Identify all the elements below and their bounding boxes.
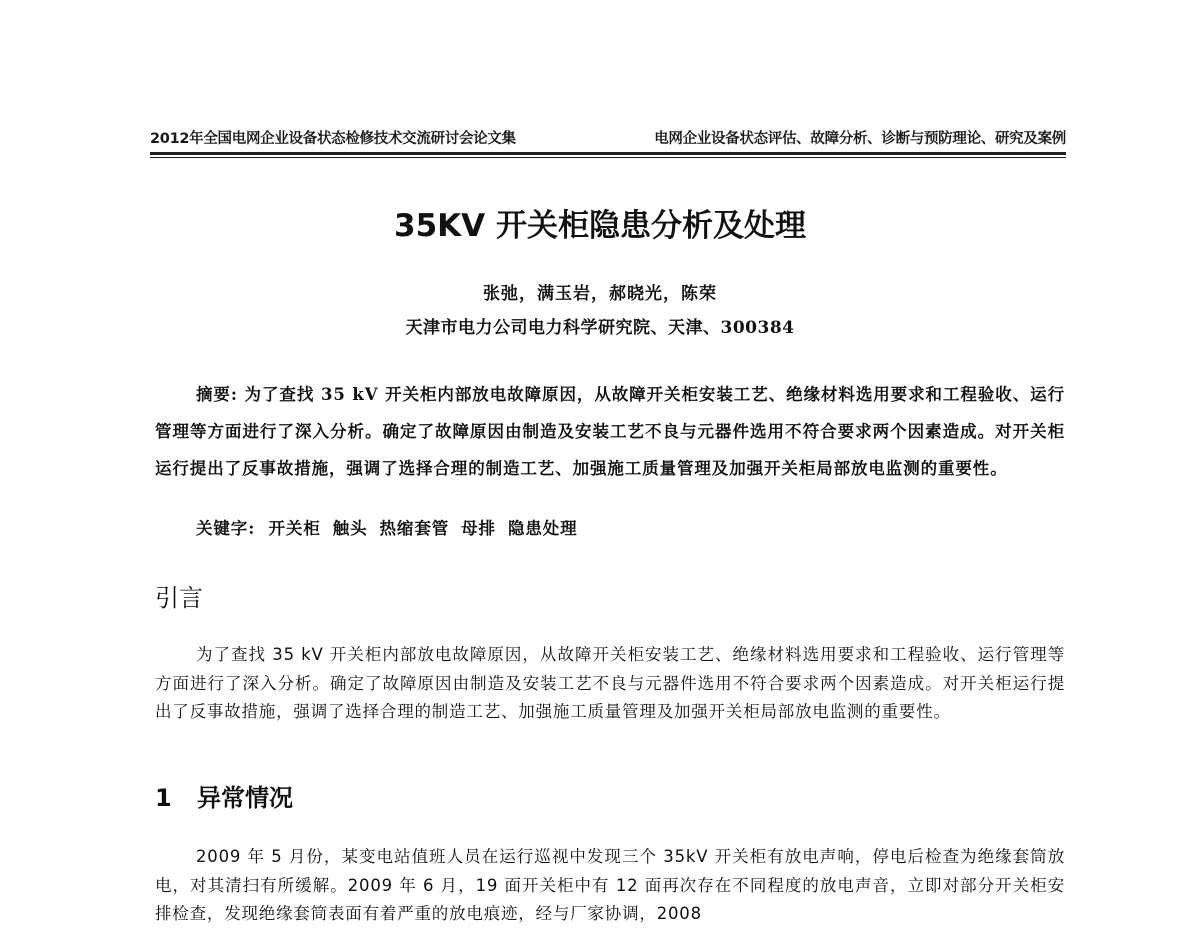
author-list: 张弛，满玉岩，郝晓光，陈荣 — [483, 284, 717, 304]
keyword: 热缩套管 — [379, 519, 450, 538]
keyword: 触头 — [332, 519, 368, 538]
abstract-text: 为了查找 35 kV 开关柜内部放电故障原因，从故障开关柜安装工艺、绝缘材料选用要求和工程验收、运行管理等方面进行了深入分析。确定了故障原因由制造及安装工艺不良与元器件选用不符合要求两个因素造成。对开关柜运行提出了反事故措施，强调了选择合理的制造工艺、加强施工质量管理及加强开关柜局部放电监测的重要性。 — [155, 385, 1065, 478]
section-heading-intro: 引言 — [155, 584, 203, 612]
running-header — [150, 127, 1066, 148]
abstract-label: 摘要: — [196, 385, 238, 404]
section-title: 异常情况 — [197, 784, 293, 812]
intro-paragraph: 为了查找 35 kV 开关柜内部放电故障原因，从故障开关柜安装工艺、绝缘材料选用要求和工程验收、运行管理等方面进行了深入分析。确定了故障原因由制造及安装工艺不良与元器件选用不符合要求两个因素造成。对开关柜运行提出了反事故措施，强调了选择合理的制造工艺、加强施工质量管理及加强开关柜局部放电监测的重要性。 — [155, 645, 1065, 721]
affiliation: 天津市电力公司电力科学研究院、天津、300384 — [405, 318, 795, 338]
section-1-paragraph: 2009 年 5 月份，某变电站值班人员在运行巡视中发现三个 35kV 开关柜有放电声响，停电后检查为绝缘套筒放电，对其清扫有所缓解。2009 年 6 月，19 面开关柜中有 12 面再次存在不同程度的放电声音，立即对部分开关柜安排检查，发现绝缘套筒表面有着严重的放电痕迹，经与厂家协调，2008 — [155, 847, 1065, 923]
header-rule — [150, 152, 1066, 158]
section-number: 1 — [155, 784, 172, 812]
paper-title: 35KV 开关柜隐患分析及处理 — [394, 208, 806, 244]
keywords — [196, 514, 1066, 544]
section-heading-1 — [155, 778, 293, 813]
keyword: 开关柜 — [268, 519, 321, 538]
keyword: 隐患处理 — [507, 519, 578, 538]
running-header-left: 2012年全国电网企业设备状态检修技术交流研讨会论文集 — [150, 131, 516, 147]
keywords-label: 关键字: — [196, 519, 256, 538]
keyword: 母排 — [461, 519, 496, 538]
running-header-right: 电网企业设备状态评估、故障分析、诊断与预防理论、研究及案例 — [654, 131, 1066, 147]
abstract — [155, 376, 1065, 487]
